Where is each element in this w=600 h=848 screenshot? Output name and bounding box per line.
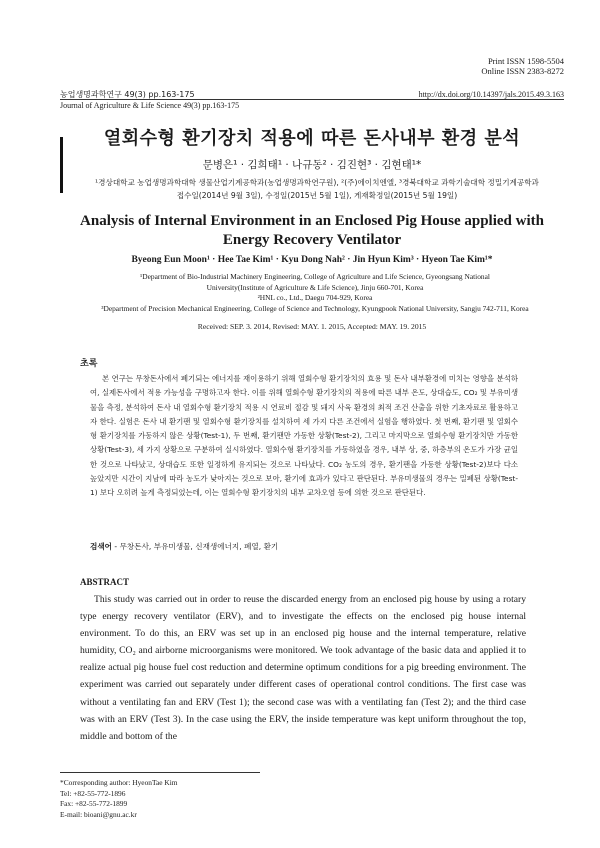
keywords-text: - 무창돈사, 부유미생물, 신재생에너지, 폐열, 환기 xyxy=(112,542,279,551)
author-fax: Fax: +82-55-772-1899 xyxy=(60,799,128,809)
title-korean: 열회수형 환기장치 적용에 따른 돈사내부 환경 분석 xyxy=(103,128,521,149)
abstract-en-text: This study was carried out in order to reuse the discarded energy from an enclosed pig house by using a rotary type energy recovery ventilator (ERV), and to investigate the effects on the enclosed pig house internal environment. To do this, an ERV was set up in an enclosed pig house and the internal temperature, relative humidity, CO₂ and airborne microorganisms were monitored. We took advantage of the basic data and applied it to realize actual pig house fuel cost reduction and determine optimum conditions for a pig breeding environment. The experiment was carried out separately under different cases of operational control conditions. The first case was without a ventilating fan and ERV (Test 1); the second case was with a ventilating fan (Test 2); and the third case was with an ERV (Test 3). In the case using the ERV, the inside temperature was kept uniform throughout the top, middle and bottom of the xyxy=(80,594,526,742)
affiliation-en-line: ³Department of Precision Mechanical Engineering, College of Science and Technology, Kyungpook National University, Sangju 742-711, Korea xyxy=(101,303,529,313)
journal-citation xyxy=(60,89,239,111)
author-tel: Tel: +82-55-772-1896 xyxy=(60,788,126,798)
received-dates: Received: SEP. 3. 2014, Revised: MAY. 1. 2015, Accepted: MAY. 19. 2015 xyxy=(197,322,427,331)
authors-english: Byeong Eun Moon¹ · Hee Tae Kim¹ · Kyu Dong Nah² · Jin Hyun Kim³ · Hyeon Tae Kim¹* xyxy=(131,255,493,265)
corresponding-author: *Corresponding author: HyeonTae Kim xyxy=(60,778,178,787)
title-english: Analysis of Internal Environment in an Enclosed Pig House applied with Energy Recovery Ventilator xyxy=(80,213,544,248)
abstract-en-heading: ABSTRACT xyxy=(80,577,130,587)
affiliations-korean xyxy=(80,176,554,202)
keywords-label: 검색어 xyxy=(90,542,113,551)
abstract-en-body xyxy=(80,591,526,745)
keywords-ko xyxy=(90,541,278,552)
print-issn: Print ISSN 1598-5504 xyxy=(487,56,564,66)
header-rule xyxy=(60,99,564,100)
affiliation-en-line: ²HNL co., Ltd., Daegu 704-929, Korea xyxy=(257,293,373,302)
authors-korean: 문병은¹ · 김희태¹ · 나규동² · 김진현³ · 김현태¹* xyxy=(202,159,422,171)
abstract-ko-heading: 초록 xyxy=(80,359,98,369)
affiliation-ko-line: ¹경상대학교 농업생명과학대학 생물산업기계공학과(농업생명과학연구원), ²(주)에이치엔엘, ³경북대학교 과학기술대학 정밀기계공학과 xyxy=(95,178,539,187)
affiliation-en-line: University(Institute of Agriculture & Life Science), Jinju 660-701, Korea xyxy=(206,282,424,292)
issn-block xyxy=(481,56,564,76)
online-issn: Online ISSN 2383-8272 xyxy=(481,66,564,76)
footnote-rule xyxy=(60,772,260,773)
abstract-ko-text: 본 연구는 무창돈사에서 폐기되는 에너지를 재이용하기 위해 열회수형 환기장치의 효용 및 돈사 내부환경에 미치는 영향을 분석하여, 실제돈사에서 적용 가능성을 구명하고자 한다. 이를 위해 열회수형 환기장치의 적용에 따른 내부 온도, 상대습도, CO₂ 및 부유미생물을 측정, 분석하여 돈사 내 열회수형 환기장치 적용 시 연료비 절감 및 돼지 사육 환경의 최적 조건 산출을 위한 기초자료로 활용하고자 한다. 실험은 돈사 내 환기팬 및 열회수형 환기장치를 설치하여 세 가지 다른 조건에서 실험을 행하였다. 첫 번째, 환기팬 및 열회수형 환기장치를 가동하지 않은 상황(Test-1), 두 번째, 환기팬만 가동한 상황(Test-2), 그리고 마지막으로 열회수형 환기장치만 가동한 상황(Test-3), 세 가지 상황으로 구분하여 실시하였다. 열회수형 환기장치를 가동하였을 경우, 내부 상, 중, 하층부의 온도가 가장 균일한 것으로 나타났고, 상대습도 또한 일정하게 유지되는 것으로 나타났다. CO₂ 농도의 경우, 환기팬을 가동한 상황(Test-2)보다 다소 높았지만 시간이 지남에 따라 농도가 낮아지는 것으로 보아, 환기에 효과가 있다고 판단된다. 부유미생물의 경우는 밀폐된 상황(Test-1) 보다 오히려 높게 측정되었는데, 이는 열회수형 환기장치의 내부 교차오염 등에 의한 것으로 판단된다. xyxy=(90,374,518,498)
journal-en: Journal of Agriculture & Life Science 49(3) pp.163-175 xyxy=(60,101,240,110)
abstract-ko-body xyxy=(90,372,518,501)
affiliation-en-line: ¹Department of Bio-Industrial Machinery Engineering, College of Agriculture and Life Science, Gyeongsang National xyxy=(140,272,490,281)
footnote xyxy=(60,778,178,821)
affiliations-english xyxy=(66,272,564,314)
doi-link[interactable]: http://dx.doi.org/10.14397/jals.2015.49.3.163 xyxy=(418,90,564,99)
dates-ko-line: 접수일(2014년 9월 3일), 수정일(2015년 5월 1일), 게재확정일(2015년 5월 19일) xyxy=(176,191,458,200)
journal-ko: 농업생명과학연구 49(3) pp.163-175 xyxy=(60,90,195,99)
author-email[interactable]: E-mail: bioani@gnu.ac.kr xyxy=(60,810,137,820)
